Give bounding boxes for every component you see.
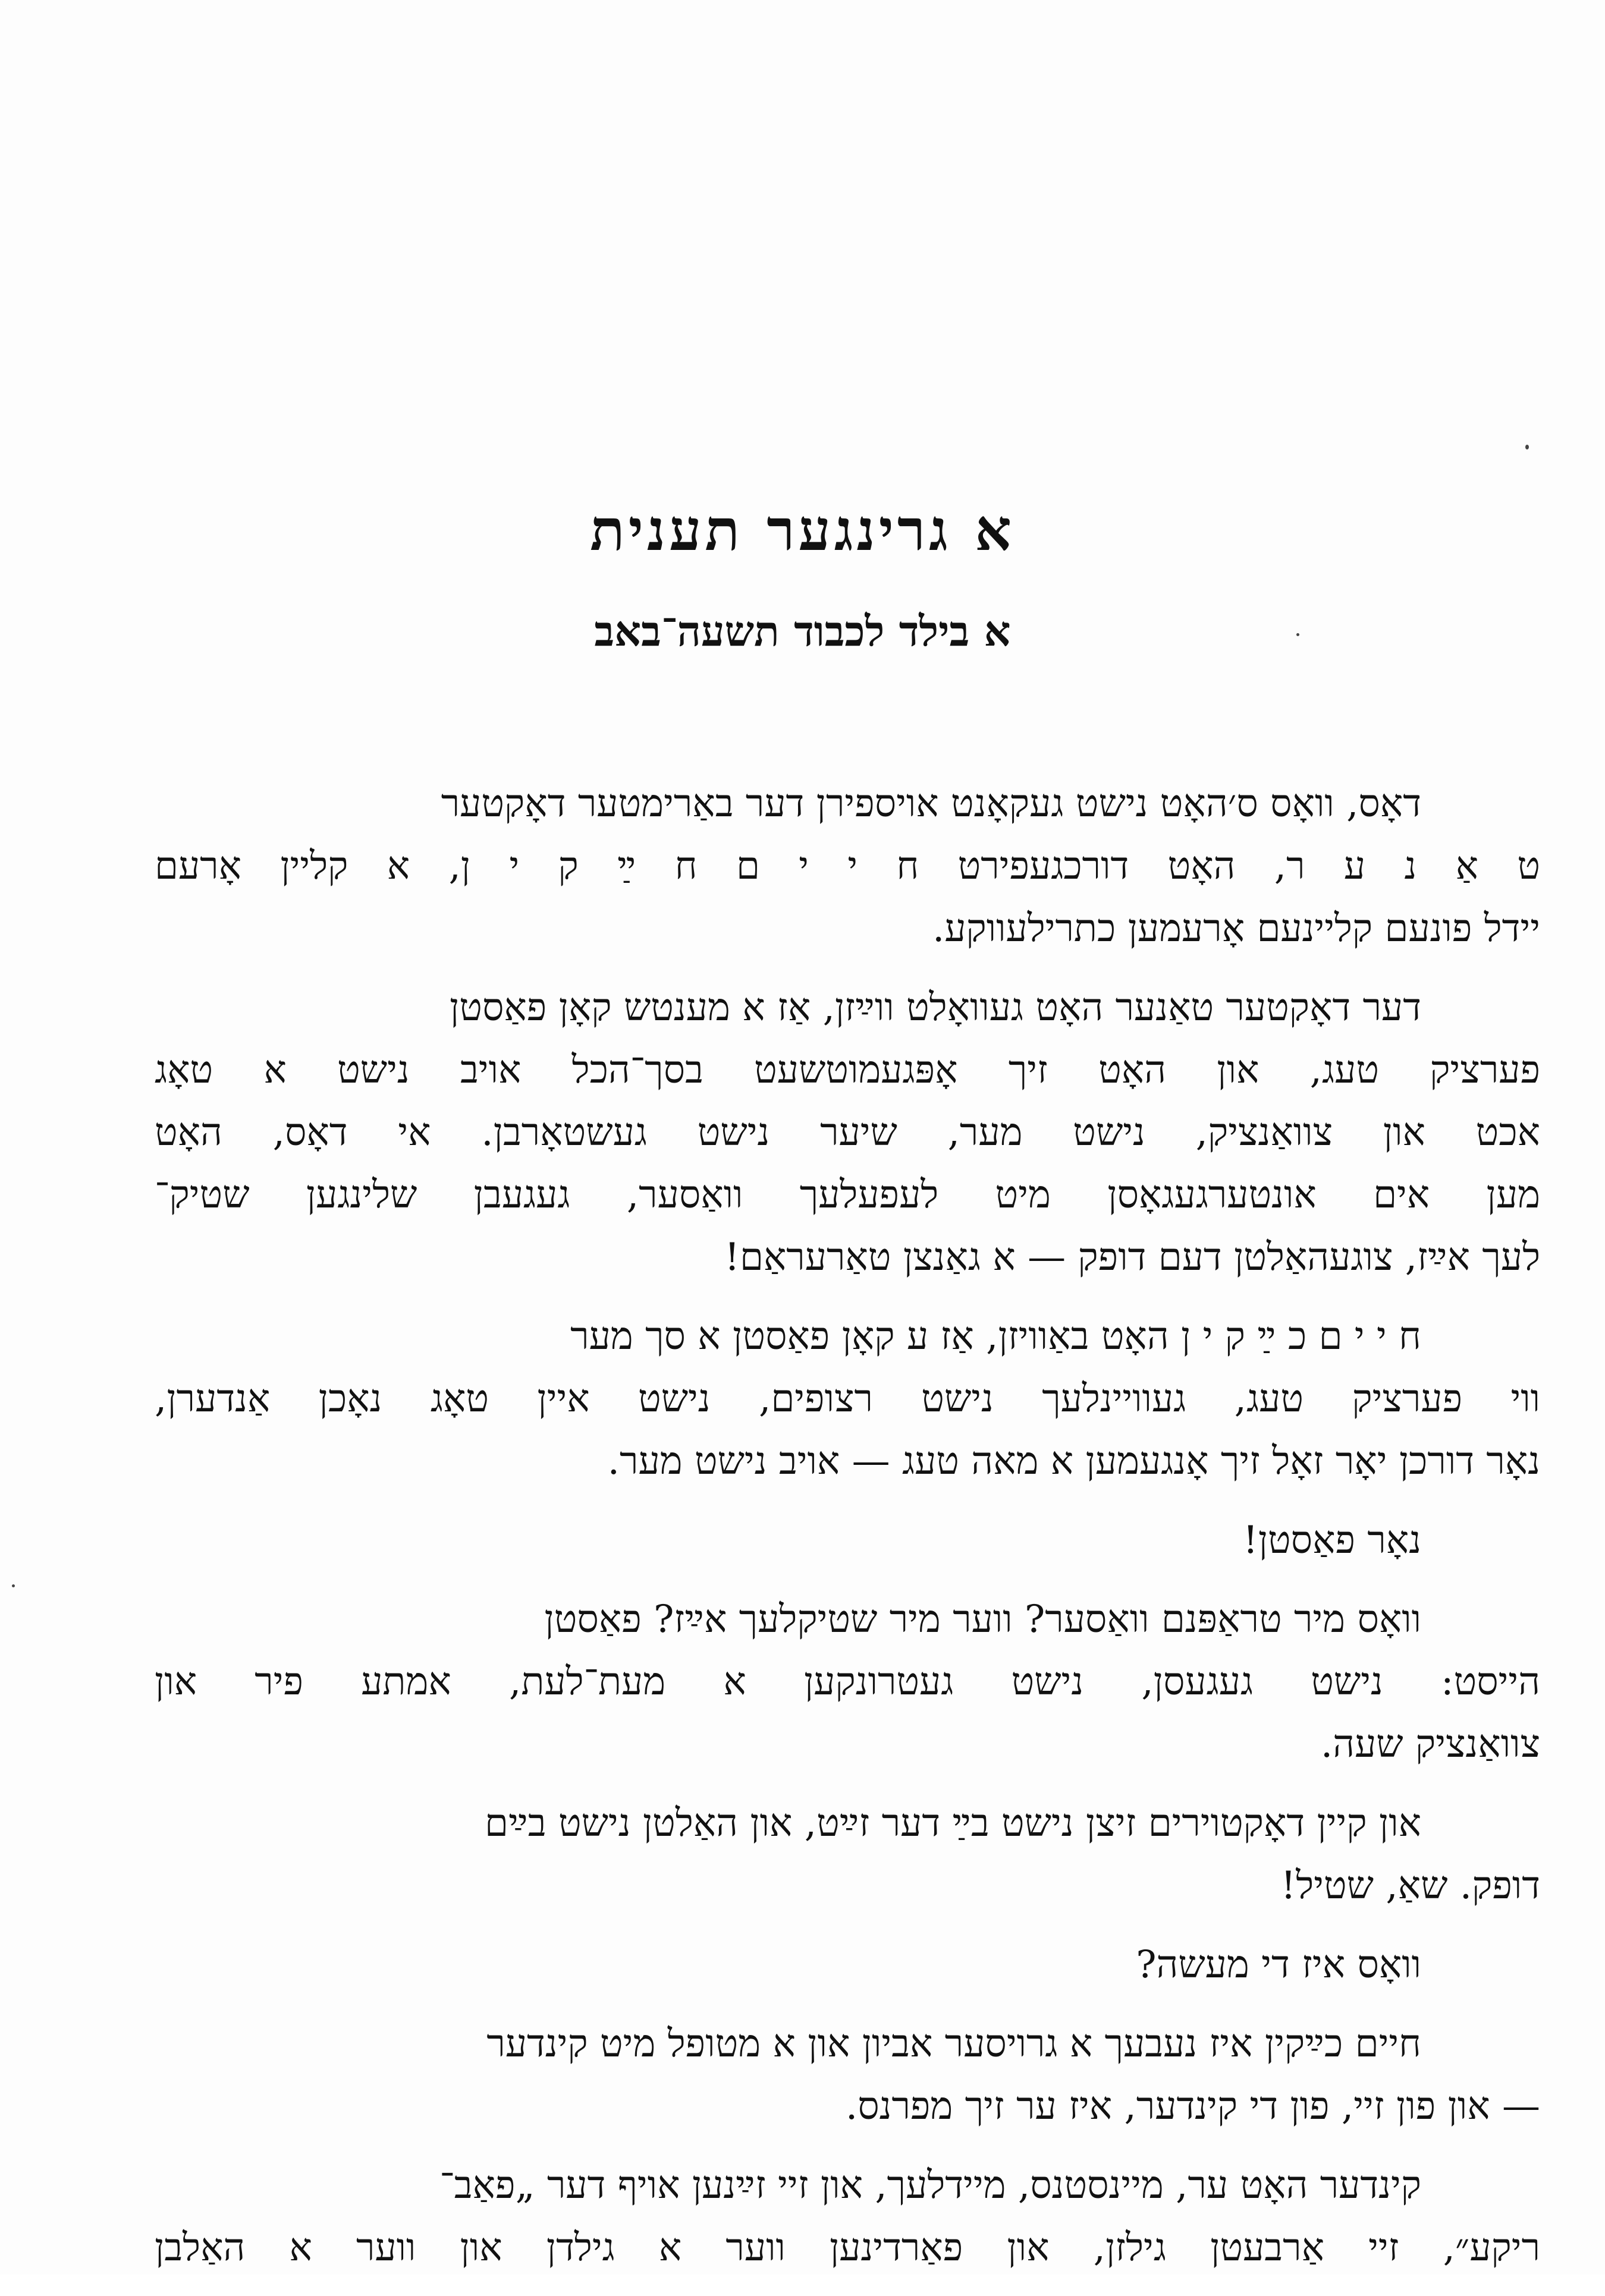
paragraph [155,2155,1540,2279]
text-line: נאָר פאַסטן! [1242,1518,1421,1562]
paragraph [155,977,1540,1289]
scan-speck [1525,445,1529,449]
text-line: הייסט: נישט געגעסן, נישט געטרונקען א מעת־לעת, אמתע פיר און [155,1660,1540,1704]
text-line: ח י י ם כ ײַ ק י ן האָט באַוויזן, אַז ע קאָן פאַסטן א סך מער [570,1314,1421,1358]
text-line: און קיין דאָקטוירים זיצן נישט בײַ דער זײַט, און האַלטן נישט בײַם [485,1801,1421,1845]
text-line: יידל פונעם קליינעם אָרעמען כתרילעווקע. [932,907,1540,951]
paragraph [155,773,1540,960]
text-line: מען אים אונטערגעגאָסן מיט לעפעלעך וואַסער, געגעבן שלינגען שטיק־ [155,1173,1540,1217]
text-line: וואָס מיר טראַפּנם וואַסער? ווער מיר שטיקלעך אײַז? פאַסטן [544,1597,1421,1641]
document-title: א גרינגער תענית [590,496,1015,564]
paragraph [155,2013,1540,2138]
text-line: וואָס איז די מעשה? [1136,1943,1421,1987]
text-line: צוואַנציק שעה. [1320,1722,1540,1766]
paragraph [155,1792,1540,1917]
document-subtitle: א בילד לכבוד תשעה־באב [594,606,1011,656]
text-line: — און פון זיי, פון די קינדער, איז ער זיך מפרנס. [845,2084,1540,2128]
text-line: חיים כײַקין איז נעבעך א גרויסער אביון און א מטופל מיט קינדער [486,2022,1421,2066]
text-line: אכט און צוואַנציק, נישט מער, שיער נישט געשטאָרבן. אי דאָס, האָט [155,1111,1540,1155]
text-line: ווי פערציק טעג, געוויינלעך נישט רצופים, נישט איין טאָג נאָכן אַנדערן, [155,1377,1540,1421]
paragraph [155,1934,1540,1996]
text-line: דופק. שאַ, שטיל! [1280,1864,1540,1908]
text-line: דאָס, וואָס ס׳האָט נישט געקאָנט אויספירן דער באַרימטער דאָקטער [441,782,1421,826]
scan-speck [12,1584,15,1587]
text-line: ריקע״, זיי אַרבעטן גילזן, און פאַרדינען ווער א גילדן און ווער א האַלבן [155,2226,1540,2270]
text-line: ט אַ נ ע ר, האָט דורכגעפירט ח י י ם ח ײַ ק י ן, א קליין אָרעם [155,844,1540,888]
text-line: לעך אײַז, צוגעהאַלטן דעם דופק — א גאַנצן טאַרעראַם! [724,1235,1540,1279]
paragraph [155,1589,1540,1776]
paragraph [155,1306,1540,1493]
text-line: דער דאָקטער טאַנער האָט געוואָלט ווײַזן, אַז א מענטש קאָן פאַסטן [449,986,1421,1030]
text-line: קינדער האָט ער, מיינסטנס, מיידלעך, און זיי זײַנען אויף דער „פאַב־ [439,2163,1421,2207]
paragraph [155,1509,1540,1572]
text-line: נאָר דורכן יאָר זאָל זיך אָנגעמען א מאה טעג — אויב נישט מער. [607,1439,1540,1483]
document-body [155,773,1540,2296]
scan-speck [1296,633,1299,636]
text-line: פערציק טעג, און האָט זיך אָפּגעמוטשעט בסך־הכל אויב נישט א טאָג [155,1048,1540,1092]
